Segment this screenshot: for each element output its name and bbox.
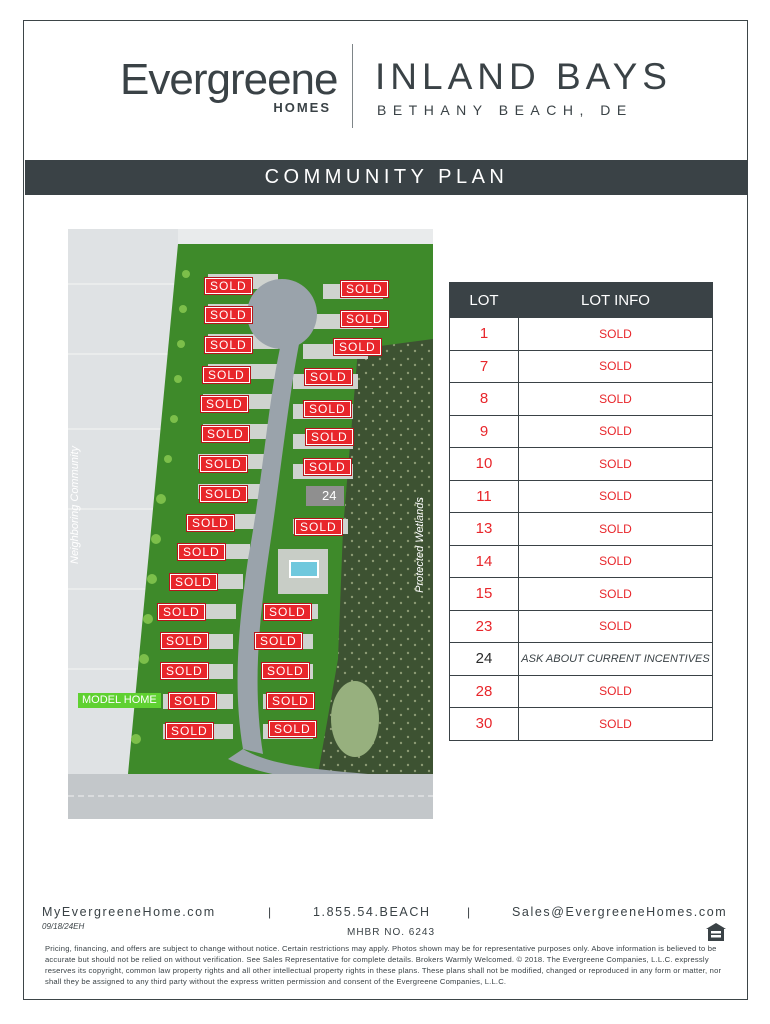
lot-sold-label: SOLD bbox=[304, 401, 351, 417]
lot-sold-label: SOLD bbox=[306, 429, 353, 445]
footer-separator: | bbox=[268, 905, 272, 919]
community-name: INLAND BAYS bbox=[375, 56, 672, 97]
section-title-band bbox=[25, 160, 748, 195]
website-link[interactable]: MyEvergreeneHome.com bbox=[42, 905, 216, 919]
lot-sold-label: SOLD bbox=[262, 663, 309, 679]
lot-sold-label: SOLD bbox=[201, 396, 248, 412]
header-lot-info: LOT INFO bbox=[519, 283, 713, 318]
table-row bbox=[450, 610, 713, 643]
lot-info: SOLD bbox=[519, 480, 713, 513]
lot-info: SOLD bbox=[519, 545, 713, 578]
lot-number: 10 bbox=[450, 448, 519, 481]
lot-number: 24 bbox=[450, 643, 519, 676]
lot-info: SOLD bbox=[519, 318, 713, 351]
protected-wetlands-label: Protected Wetlands bbox=[413, 497, 426, 593]
lot-table-header bbox=[450, 283, 713, 318]
lot-info: SOLD bbox=[519, 513, 713, 546]
lot-sold-label: SOLD bbox=[178, 544, 225, 560]
table-row bbox=[450, 448, 713, 481]
lot-sold-label: SOLD bbox=[264, 604, 311, 620]
equal-housing-icon bbox=[705, 922, 727, 942]
table-row bbox=[450, 675, 713, 708]
lot-sold-label: SOLD bbox=[305, 369, 352, 385]
logo-wordmark: Evergreene bbox=[120, 55, 338, 104]
email-link[interactable]: Sales@EvergreeneHomes.com bbox=[512, 905, 728, 919]
footer-separator: | bbox=[467, 905, 471, 919]
table-row bbox=[450, 415, 713, 448]
model-home-label: MODEL HOME bbox=[78, 693, 161, 708]
lot-number: 9 bbox=[450, 415, 519, 448]
logo-subtitle: HOMES bbox=[273, 100, 331, 115]
lot-number: 13 bbox=[450, 513, 519, 546]
lot-sold-label: SOLD bbox=[341, 281, 388, 297]
lot-info: SOLD bbox=[519, 415, 713, 448]
lot-sold-label: SOLD bbox=[205, 337, 252, 353]
table-row bbox=[450, 480, 713, 513]
date-code: 09/18/24EH bbox=[42, 922, 85, 931]
lot-info: SOLD bbox=[519, 383, 713, 416]
lot-sold-label: SOLD bbox=[170, 574, 217, 590]
neighboring-community-label: Neighboring Community bbox=[69, 446, 81, 564]
lot-sold-label: SOLD bbox=[158, 604, 205, 620]
lot-sold-label: SOLD bbox=[166, 723, 213, 739]
lot-sold-label: SOLD bbox=[169, 693, 216, 709]
table-row bbox=[450, 350, 713, 383]
available-lot-label: 24 bbox=[322, 488, 337, 503]
lot-info: SOLD bbox=[519, 610, 713, 643]
lot-sold-label: SOLD bbox=[161, 663, 208, 679]
evergreene-logo bbox=[120, 55, 338, 115]
lot-info: SOLD bbox=[519, 708, 713, 741]
lot-number: 7 bbox=[450, 350, 519, 383]
lot-number: 11 bbox=[450, 480, 519, 513]
table-row bbox=[450, 708, 713, 741]
lot-sold-label: SOLD bbox=[304, 459, 351, 475]
lot-info: SOLD bbox=[519, 578, 713, 611]
table-row bbox=[450, 318, 713, 351]
table-row bbox=[450, 578, 713, 611]
lot-sold-label: SOLD bbox=[187, 515, 234, 531]
lot-sold-label: SOLD bbox=[203, 367, 250, 383]
lot-number: 14 bbox=[450, 545, 519, 578]
section-title: COMMUNITY PLAN bbox=[264, 166, 509, 188]
lot-info: SOLD bbox=[519, 448, 713, 481]
lot-number: 15 bbox=[450, 578, 519, 611]
lot-table bbox=[449, 282, 713, 741]
lot-sold-label: SOLD bbox=[267, 693, 314, 709]
license-number: MHBR NO. 6243 bbox=[347, 927, 436, 938]
lot-sold-label: SOLD bbox=[202, 426, 249, 442]
legal-disclaimer: Pricing, financing, and offers are subject to change without notice. Certain restrictions may apply. Photos shown may be for representative purposes only. Above information is believed to be accurate but should not be relied on without verification. See Sales Representative for complete details. Brokers Warmly Welcomed. © 2018. The Evergreene Companies, L.L.C. expressly reserves its copyright, common law property rights and all other intellectual property rights in these plans. These plans shall not be modified, changed or reproduced in any form or matter, nor shall they be assigned to any third party without the express written permission and consent of the Evergreene Companies, L.L.C. bbox=[45, 944, 722, 986]
lot-sold-label: SOLD bbox=[205, 278, 252, 294]
lot-number: 23 bbox=[450, 610, 519, 643]
header-divider bbox=[352, 44, 353, 128]
lot-sold-label: SOLD bbox=[161, 633, 208, 649]
table-row bbox=[450, 643, 713, 676]
lot-sold-label: SOLD bbox=[341, 311, 388, 327]
lot-number: 28 bbox=[450, 675, 519, 708]
community-site-map bbox=[68, 229, 433, 819]
lot-info: ASK ABOUT CURRENT INCENTIVES bbox=[519, 643, 713, 676]
lot-number: 30 bbox=[450, 708, 519, 741]
lot-sold-label: SOLD bbox=[334, 339, 381, 355]
community-location: BETHANY BEACH, DE bbox=[377, 102, 633, 118]
table-row bbox=[450, 383, 713, 416]
lot-sold-label: SOLD bbox=[295, 519, 342, 535]
lot-sold-label: SOLD bbox=[269, 721, 316, 737]
lot-sold-label: SOLD bbox=[205, 307, 252, 323]
lot-info: SOLD bbox=[519, 350, 713, 383]
lot-sold-label: SOLD bbox=[200, 486, 247, 502]
table-row bbox=[450, 545, 713, 578]
phone-link[interactable]: 1.855.54.BEACH bbox=[313, 905, 431, 919]
table-row bbox=[450, 513, 713, 546]
lot-sold-label: SOLD bbox=[255, 633, 302, 649]
header-lot: LOT bbox=[450, 283, 519, 318]
lot-number: 8 bbox=[450, 383, 519, 416]
lot-number: 1 bbox=[450, 318, 519, 351]
lot-info: SOLD bbox=[519, 675, 713, 708]
lot-sold-label: SOLD bbox=[200, 456, 247, 472]
